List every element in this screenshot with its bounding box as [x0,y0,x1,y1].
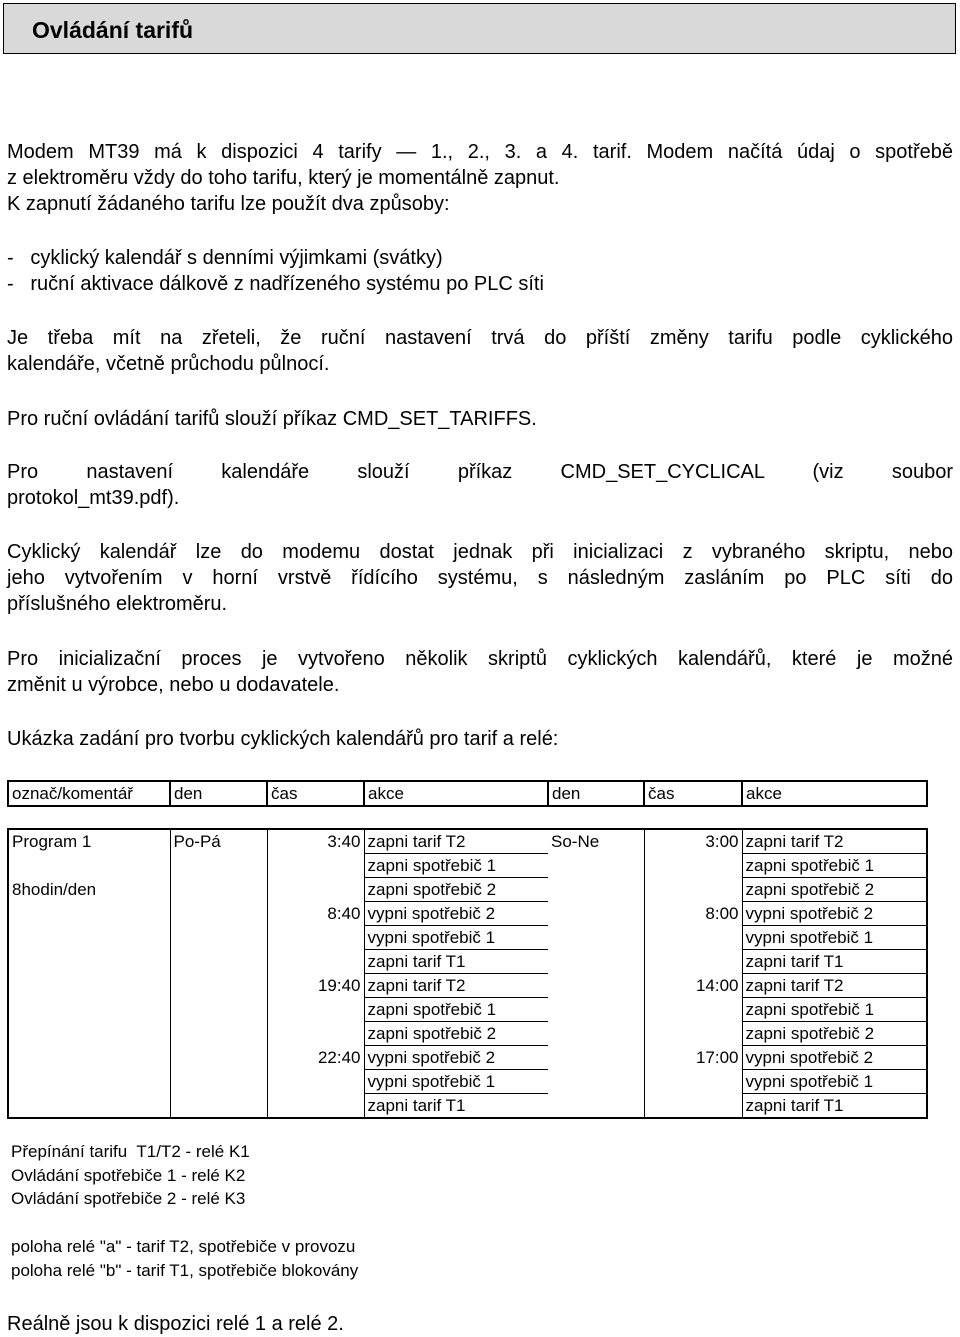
table-cell [644,1094,742,1119]
table-cell [644,878,742,902]
table-row [8,854,927,878]
table-cell: 8:40 [327,903,361,923]
header-cell: čas [644,781,742,806]
table-cell [267,926,364,950]
intro-line: z elektroměru vždy do toho tarifu, který je momentálně zapnut. [7,167,560,189]
table-cell: 3:00 [705,832,739,851]
table-row [8,1070,927,1094]
relay-position-item: poloha relé "a" - tarif T2, spotřebiče v provozu [11,1237,356,1256]
note-paragraph [7,325,953,377]
table-cell: vypni spotřebič 1 [742,1070,927,1094]
table-cell [548,878,644,902]
table-row [8,829,927,854]
table-cell [644,1022,742,1046]
final-note: Reálně jsou k dispozici relé 1 a relé 2. [7,1313,344,1335]
note-line: kalendáře, včetně průchodu půlnocí. [7,353,330,375]
table-row [8,878,927,902]
table-cell [267,998,364,1022]
table-cell [644,1070,742,1094]
table-cell [170,1022,267,1046]
table-cell [8,854,170,878]
init-paragraph [7,646,953,698]
table-cell [267,878,364,902]
header-cell: čas [267,781,364,806]
table-cell: zapni tarif T2 [742,829,927,854]
table-cell: zapni spotřebič 1 [742,854,927,878]
table-cell [8,1046,170,1070]
table-row [8,950,927,974]
table-cell: vypni spotřebič 1 [742,926,927,950]
table-cell: vypni spotřebič 2 [742,902,927,926]
table-cell: vypni spotřebič 2 [364,902,548,926]
table-cell: zapni tarif T1 [364,950,548,974]
table-cell: zapni tarif T2 [364,829,548,854]
table-cell [267,854,364,878]
table-cell [8,1094,170,1119]
table-cell [8,974,170,998]
table-row [8,1046,927,1070]
table-cell: zapni spotřebič 2 [364,1022,548,1046]
table-cell [548,998,644,1022]
table-row [8,998,927,1022]
relay-legend [11,1140,250,1211]
header-cell: akce [742,781,927,806]
table-row [8,926,927,950]
table-cell: zapni spotřebič 2 [742,878,927,902]
init-line: Pro inicializační proces je vytvořeno několik skriptů cyklických kalendářů, které je možné [7,648,953,670]
table-cell: zapni spotřebič 1 [742,998,927,1022]
table-cell: 8:00 [705,903,739,923]
table-cell: So-Ne [548,829,644,854]
example-heading [7,726,953,752]
table-cell [267,1094,364,1119]
table-cell: zapni tarif T1 [742,950,927,974]
table-cell [8,1070,170,1094]
header-cell: den [548,781,644,806]
calendar-command-line: Pro nastavení kalendáře slouží příkaz CMD_SET_CYCLICAL (viz soubor [7,461,953,483]
table-cell [644,998,742,1022]
table-cell: 22:40 [317,1047,361,1067]
table-cell [548,926,644,950]
table-cell: 17:00 [695,1047,739,1067]
program-table [7,828,928,1119]
header-cell: den [170,781,267,806]
note-line: Je třeba mít na zřeteli, že ruční nastavení trvá do příští změny tarifu podle cyklického [7,327,953,349]
cyclic-line: Cyklický kalendář lze do modemu dostat jednak při inicializaci z vybraného skriptu, nebo [7,541,953,563]
methods-list [7,245,953,297]
table-cell [267,950,364,974]
table-header [7,780,928,807]
table-cell [548,1022,644,1046]
cyclic-line: příslušného elektroměru. [7,593,228,615]
table-cell: zapni spotřebič 1 [364,854,548,878]
relay-item: Ovládání spotřebiče 2 - relé K3 [11,1189,246,1208]
table-cell [548,1046,644,1070]
header-cell: označ/komentář [8,781,170,806]
table-cell [267,1022,364,1046]
table-cell [8,926,170,950]
table-cell: vypni spotřebič 1 [364,926,548,950]
calendar-command-line: protokol_mt39.pdf). [7,487,180,509]
table-cell: zapni spotřebič 2 [364,878,548,902]
table-cell [267,1070,364,1094]
table-cell: zapni tarif T1 [364,1094,548,1119]
table-cell: 14:00 [695,975,739,995]
table-row [8,1022,927,1046]
table-cell: 19:40 [317,975,361,995]
table-cell: zapni tarif T1 [742,1094,927,1119]
table-cell: zapni spotřebič 2 [742,1022,927,1046]
manual-command-paragraph [7,406,953,432]
table-cell: zapni spotřebič 1 [364,998,548,1022]
table-cell [548,950,644,974]
table-cell [170,1046,267,1070]
table-cell [170,878,267,902]
table-cell: 3:40 [327,832,361,851]
table-header-row [8,781,927,806]
relay-position-legend [11,1235,358,1282]
table-cell [8,1022,170,1046]
relay-item: Ovládání spotřebiče 1 - relé K2 [11,1165,246,1185]
intro-line: K zapnutí žádaného tarifu lze použít dva způsoby: [7,193,450,215]
table-cell [170,854,267,878]
table-cell [644,854,742,878]
table-row [8,1094,927,1119]
table-cell [548,854,644,878]
table-cell: vypni spotřebič 2 [742,1046,927,1070]
init-line: změnit u výrobce, nebo u dodavatele. [7,674,340,696]
table-cell [548,1070,644,1094]
intro-paragraph [7,139,953,217]
table-cell [170,974,267,998]
method-item: - cyklický kalendář s denními výjimkami (svátky) [7,247,443,269]
table-cell [8,902,170,926]
table-cell: zapni tarif T2 [742,974,927,998]
table-cell [8,998,170,1022]
header-cell: akce [364,781,548,806]
table-row [8,974,927,998]
cyclic-paragraph [7,539,953,617]
table-cell [170,1070,267,1094]
table-row [8,902,927,926]
table-cell [8,950,170,974]
table-cell [170,1094,267,1119]
table-cell [170,926,267,950]
table-cell [644,926,742,950]
page-title: Ovládání tarifů [3,3,956,54]
method-item: - ruční aktivace dálkově z nadřízeného systému po PLC síti [7,273,544,295]
table-cell [170,998,267,1022]
table-cell [548,974,644,998]
relay-item: Přepínání tarifu T1/T2 - relé K1 [11,1142,250,1161]
example-heading-text: Ukázka zadání pro tvorbu cyklických kalendářů pro tarif a relé: [7,728,559,750]
table-cell: Program 1 [8,829,170,854]
relay-position-item: poloha relé "b" - tarif T1, spotřebiče blokovány [11,1260,359,1280]
table-cell: zapni tarif T2 [364,974,548,998]
table-cell [170,950,267,974]
table-cell: Po-Pá [170,829,267,854]
table-cell: vypni spotřebič 2 [364,1046,548,1070]
intro-line: Modem MT39 má k dispozici 4 tarify — 1., 2., 3. a 4. tarif. Modem načítá údaj o spotřebě [7,141,953,163]
manual-command-text: Pro ruční ovládání tarifů slouží příkaz CMD_SET_TARIFFS. [7,408,537,430]
table-cell [548,902,644,926]
table-cell [170,902,267,926]
table-cell [644,950,742,974]
table-cell [548,1094,644,1119]
calendar-command-paragraph [7,459,953,511]
table-cell: 8hodin/den [8,878,170,902]
table-cell: vypni spotřebič 1 [364,1070,548,1094]
cyclic-line: jeho vytvořením v horní vrstvě řídícího systému, s následným zasláním po PLC síti do [7,567,953,589]
